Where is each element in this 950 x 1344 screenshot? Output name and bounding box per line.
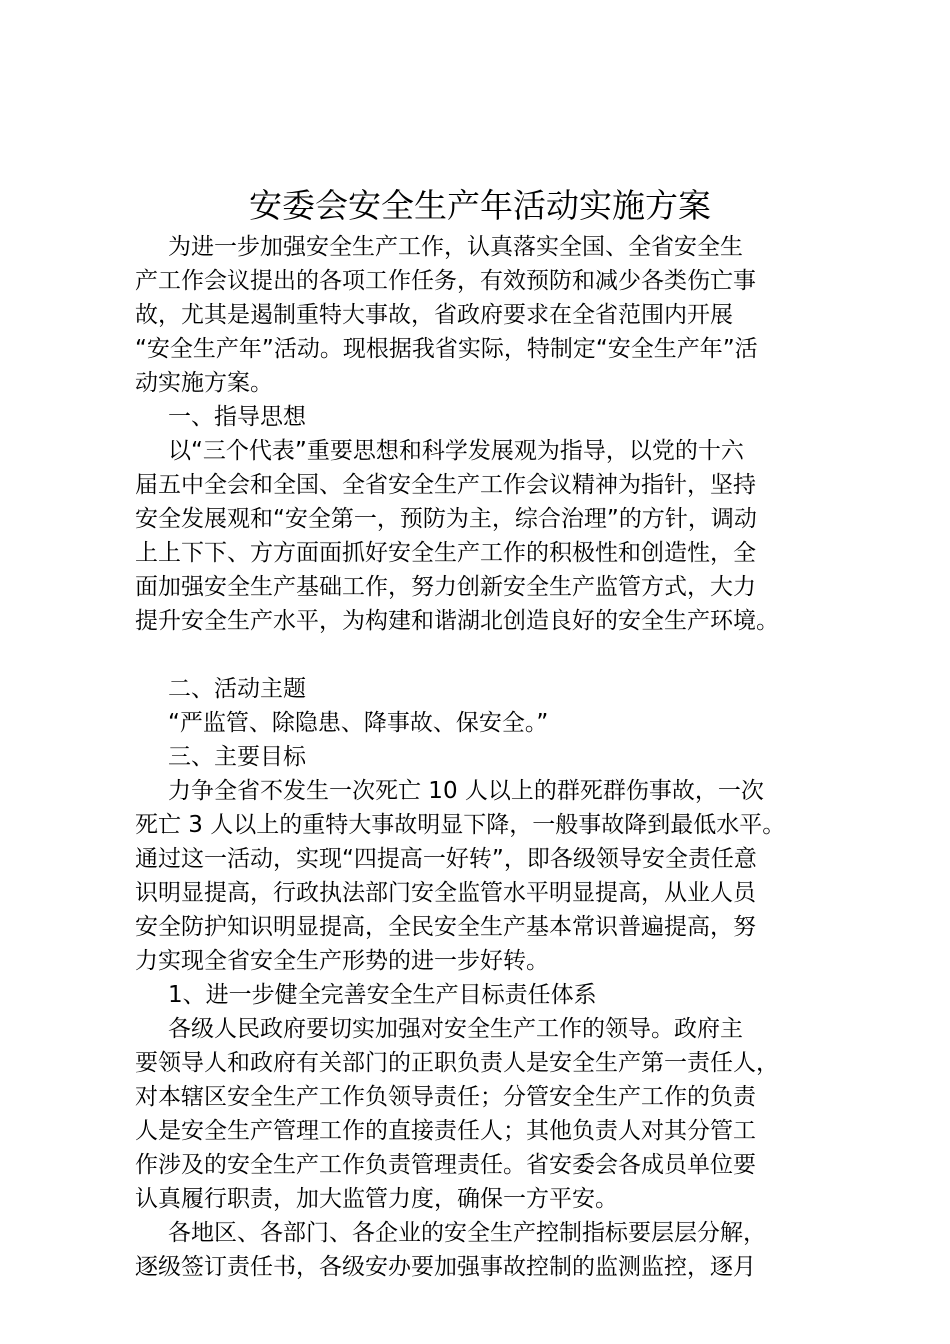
- paragraph-line: 力实现全省安全生产形势的进一步好转。: [135, 948, 549, 974]
- paragraph-line: 识明显提高，行政执法部门安全监管水平明显提高，从业人员: [135, 880, 756, 906]
- paragraph-line: 认真履行职责，加大监管力度，确保一方平安。: [135, 1186, 618, 1212]
- paragraph-line: 二、活动主题: [168, 676, 306, 702]
- paragraph-line: 产工作会议提出的各项工作任务，有效预防和减少各类伤亡事: [135, 268, 756, 294]
- paragraph-line: 提升安全生产水平，为构建和谐湖北创造良好的安全生产环境。: [135, 608, 779, 634]
- paragraph-line: 各级人民政府要切实加强对安全生产工作的领导。政府主: [168, 1016, 743, 1042]
- paragraph-line: 作涉及的安全生产工作负责管理责任。省安委会各成员单位要: [135, 1152, 756, 1178]
- paragraph-line: 通过这一活动，实现“四提高一好转”，即各级领导安全责任意: [135, 846, 757, 872]
- paragraph-line: 为进一步加强安全生产工作，认真落实全国、全省安全生: [168, 234, 743, 260]
- paragraph-line: 死亡 3 人以上的重特大事故明显下降，一般事故降到最低水平。: [135, 812, 786, 838]
- paragraph-line: 力争全省不发生一次死亡 10 人以上的群死群伤事故，一次: [168, 778, 764, 804]
- paragraph-line: 一、指导思想: [168, 404, 306, 430]
- document-body: [135, 230, 835, 1284]
- paragraph-line: 1、进一步健全完善安全生产目标责任体系: [168, 982, 597, 1008]
- paragraph-line: 对本辖区安全生产工作负领导责任；分管安全生产工作的负责: [135, 1084, 756, 1110]
- document-title: 安委会安全生产年活动实施方案: [249, 186, 711, 225]
- paragraph-line: “安全生产年”活动。现根据我省实际，特制定“安全生产年”活: [135, 336, 758, 362]
- paragraph-line: 上上下下、方方面面抓好安全生产工作的积极性和创造性，全: [135, 540, 756, 566]
- paragraph-line: 故，尤其是遏制重特大事故，省政府要求在全省范围内开展: [135, 302, 733, 328]
- paragraph-line: 逐级签订责任书，各级安办要加强事故控制的监测监控，逐月: [135, 1254, 756, 1280]
- paragraph-line: 各地区、各部门、各企业的安全生产控制指标要层层分解，: [168, 1220, 766, 1246]
- paragraph-line: 面加强安全生产基础工作，努力创新安全生产监管方式，大力: [135, 574, 756, 600]
- paragraph-line: 动实施方案。: [135, 370, 273, 396]
- paragraph-line: 以“三个代表”重要思想和科学发展观为指导，以党的十六: [168, 438, 744, 464]
- paragraph-line: “严监管、除隐患、降事故、保安全。”: [168, 710, 549, 736]
- paragraph-line: 安全防护知识明显提高，全民安全生产基本常识普遍提高，努: [135, 914, 756, 940]
- paragraph-line: 届五中全会和全国、全省安全生产工作会议精神为指针，坚持: [135, 472, 756, 498]
- paragraph-line: 安全发展观和“安全第一，预防为主，综合治理”的方针，调动: [135, 506, 757, 532]
- blank-line: [135, 638, 835, 672]
- paragraph-line: 三、主要目标: [168, 744, 306, 770]
- paragraph-line: 要领导人和政府有关部门的正职负责人是安全生产第一责任人，: [135, 1050, 779, 1076]
- paragraph-line: 人是安全生产管理工作的直接责任人；其他负责人对其分管工: [135, 1118, 756, 1144]
